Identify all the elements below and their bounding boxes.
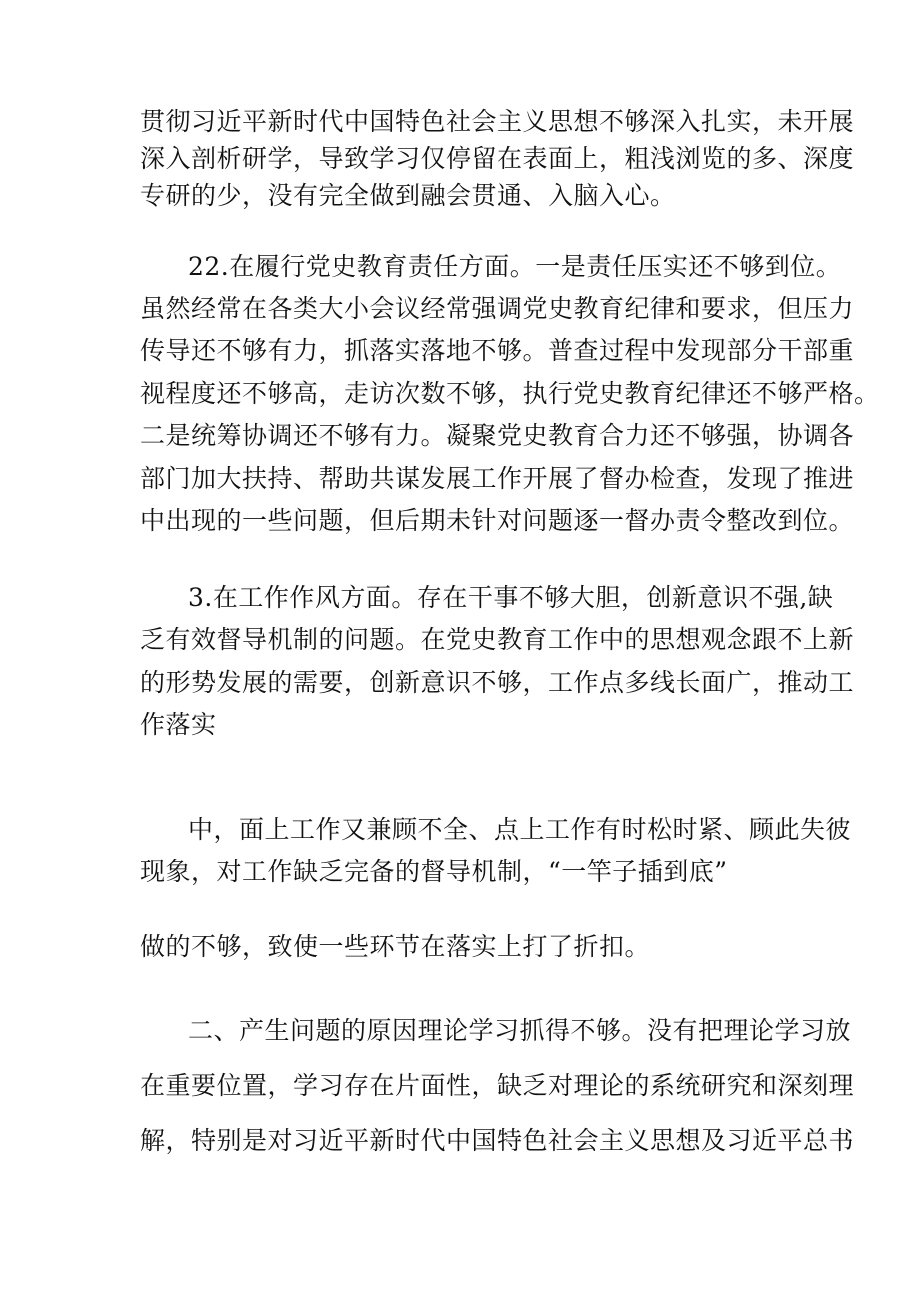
text-line: 3.在工作作风方面。存在干事不够大胆，创新意识不强,缺: [188, 583, 834, 612]
text-line: 二是统筹协调还不够有力。凝聚党史教育合力还不够强，协调各: [140, 421, 855, 450]
text-line: 部门加大扶持、帮助共谋发展工作开展了督办检查，发现了推进: [140, 464, 855, 493]
text-line: 在重要位置，学习存在片面性，缺乏对理论的系统研究和深刻理: [140, 1071, 855, 1100]
text-line: 专研的少，没有完全做到融会贯通、入脑入心。: [140, 181, 676, 210]
text-line: 贯彻习近平新时代中国特色社会主义思想不够深入扎实，未开展: [140, 107, 855, 136]
text-line: 深入剖析研学，导致学习仅停留在表面上，粗浅浏览的多、深度: [140, 144, 855, 173]
text-line: 22.在履行党史教育责任方面。一是责任压实还不够到位。: [188, 252, 842, 281]
text-line: 传导还不够有力，抓落实落地不够。普查过程中发现部分干部重: [140, 336, 855, 365]
text-line: 虽然经常在各类大小会议经常强调党史教育纪律和要求，但压力: [140, 294, 855, 323]
text-line: 做的不够，致使一些环节在落实上打了折扣。: [140, 932, 651, 961]
text-line: 视程度还不够高，走访次数不够，执行党史教育纪律还不够严格。: [140, 379, 880, 408]
text-line: 中，面上工作又兼顾不全、点上工作有时松时紧、顾此失彼: [188, 815, 852, 844]
text-line: 二、产生问题的原因理论学习抓得不够。没有把理论学习放: [188, 1016, 852, 1045]
text-line: 现象，对工作缺乏完备的督导机制，“一竿子插到底”: [140, 857, 728, 886]
text-line: 乏有效督导机制的问题。在党史教育工作中的思想观念跟不上新: [140, 625, 855, 654]
text-line: 中出现的一些问题，但后期未针对问题逐一督办责令整改到位。: [140, 506, 855, 535]
text-line: 解，特别是对习近平新时代中国特色社会主义思想及习近平总书: [140, 1126, 855, 1155]
text-line: 作落实: [140, 710, 217, 739]
text-line: 的形势发展的需要，创新意识不够，工作点多线长面广，推动工: [140, 668, 855, 697]
